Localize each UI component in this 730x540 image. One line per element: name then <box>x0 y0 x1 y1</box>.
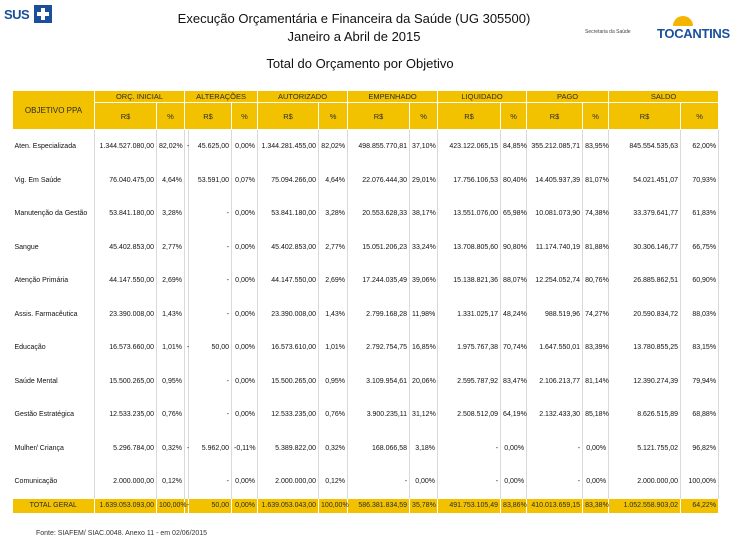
table-cell: 0,00% <box>583 432 609 466</box>
table-cell: 96,82% <box>681 432 719 466</box>
table-cell: 100,00% <box>157 499 185 513</box>
subheader-percent: % <box>583 103 609 130</box>
table-cell: 0,00% <box>232 130 258 164</box>
table-cell: 84,85% <box>501 130 527 164</box>
table-cell: 4,64% <box>319 164 348 198</box>
table-cell: 88,03% <box>681 298 719 332</box>
table-cell: 82,02% <box>319 130 348 164</box>
objective-label: Vig. Em Saúde <box>13 164 95 198</box>
total-row <box>13 499 719 513</box>
subheader-percent: % <box>410 103 438 130</box>
header-pago: PAGO <box>527 91 609 103</box>
table-cell: 15.500.265,00 <box>95 365 157 399</box>
table-cell: 23.390.008,00 <box>258 298 319 332</box>
table-cell: 29,01% <box>410 164 438 198</box>
table-cell: 0,00% <box>232 298 258 332</box>
table-cell: 5.296.784,00 <box>95 432 157 466</box>
table-cell: 1.639.053.043,00 <box>258 499 319 513</box>
table-cell: 0,12% <box>319 465 348 499</box>
subheader-percent: % <box>501 103 527 130</box>
table-cell: 81,88% <box>583 231 609 265</box>
table-cell: 2.000.000,00 <box>95 465 157 499</box>
objective-label: Atenção Primária <box>13 264 95 298</box>
sus-logo-text: SUS <box>4 7 30 22</box>
table-cell: 83,95% <box>583 130 609 164</box>
table-cell: 50,00 <box>189 331 232 365</box>
table-cell: 48,24% <box>501 298 527 332</box>
tocantins-text: TOCANTINS <box>657 26 730 41</box>
table-row <box>13 130 719 164</box>
header-autorizado: AUTORIZADO <box>258 91 348 103</box>
table-cell: 1.639.053.093,00 <box>95 499 157 513</box>
table-cell: 0,95% <box>157 365 185 399</box>
table-cell: - <box>185 130 189 164</box>
table-cell: 76.040.475,00 <box>95 164 157 198</box>
table-cell: 0,00% <box>232 398 258 432</box>
table-cell: 22.076.444,30 <box>348 164 410 198</box>
table-row <box>13 264 719 298</box>
table-cell: 1.975.767,38 <box>438 331 501 365</box>
table-cell: 53.591,00 <box>189 164 232 198</box>
table-cell: 1,01% <box>157 331 185 365</box>
table-cell: 168.066,58 <box>348 432 410 466</box>
table-row <box>13 398 719 432</box>
table-cell: 2,77% <box>319 231 348 265</box>
table-cell: 5.121.755,02 <box>609 432 681 466</box>
table-cell: 80,76% <box>583 264 609 298</box>
table-cell: 498.855.770,81 <box>348 130 410 164</box>
secretaria-text: Secretaria da Saúde <box>585 29 631 35</box>
table-cell: 13.551.076,00 <box>438 197 501 231</box>
table-cell: 1,43% <box>319 298 348 332</box>
table-cell: - <box>438 432 501 466</box>
objective-label: Sangue <box>13 231 95 265</box>
subheader-currency: R$ <box>438 103 501 130</box>
subheader-currency: R$ <box>95 103 157 130</box>
table-cell: 0,00% <box>232 331 258 365</box>
table-cell: 2.595.787,92 <box>438 365 501 399</box>
table-cell: 2,69% <box>157 264 185 298</box>
table-cell: 54.021.451,07 <box>609 164 681 198</box>
table-row <box>13 164 719 198</box>
table-cell: 3,28% <box>319 197 348 231</box>
table-cell: 45.402.853,00 <box>258 231 319 265</box>
table-cell: 30.306.146,77 <box>609 231 681 265</box>
table-cell: 33,24% <box>410 231 438 265</box>
table-cell: - <box>189 264 232 298</box>
table-cell: 2.106.213,77 <box>527 365 583 399</box>
table-cell: 20.553.628,33 <box>348 197 410 231</box>
table-footer <box>13 499 719 513</box>
table-cell: 2.132.433,30 <box>527 398 583 432</box>
table-cell: 37,10% <box>410 130 438 164</box>
table-cell: 0,95% <box>319 365 348 399</box>
table-cell: 2.000.000,00 <box>258 465 319 499</box>
table-cell: 20.590.834,72 <box>609 298 681 332</box>
table-cell: 90,80% <box>501 231 527 265</box>
table-cell: 3.900.235,11 <box>348 398 410 432</box>
table-cell: 0,76% <box>319 398 348 432</box>
table-cell: - <box>185 432 189 466</box>
budget-table-container <box>12 90 718 522</box>
table-cell: - <box>189 465 232 499</box>
objetivo-header: OBJETIVO PPA <box>13 91 95 130</box>
table-cell: 3,18% <box>410 432 438 466</box>
total-label: TOTAL GERAL <box>13 499 95 513</box>
table-cell: 15.138.821,36 <box>438 264 501 298</box>
table-cell: 1.344.281.455,00 <box>258 130 319 164</box>
table-cell: -0,11% <box>232 432 258 466</box>
sun-icon <box>673 16 693 26</box>
table-cell: 11,98% <box>410 298 438 332</box>
table-cell: 12.533.235,00 <box>95 398 157 432</box>
table-cell: 13.780.855,25 <box>609 331 681 365</box>
table-cell: 0,00% <box>410 465 438 499</box>
subheader-currency: R$ <box>527 103 583 130</box>
table-cell: 81,14% <box>583 365 609 399</box>
table-row <box>13 231 719 265</box>
table-cell: 11.174.740,19 <box>527 231 583 265</box>
table-cell: - <box>189 197 232 231</box>
table-cell: 0,00% <box>232 197 258 231</box>
title-line-2: Janeiro a Abril de 2015 <box>287 29 421 44</box>
table-cell: 60,90% <box>681 264 719 298</box>
table-cell: 33.379.641,77 <box>609 197 681 231</box>
table-cell: 88,07% <box>501 264 527 298</box>
table-cell: 26.885.862,51 <box>609 264 681 298</box>
table-cell: 74,27% <box>583 298 609 332</box>
table-cell: 0,00% <box>232 264 258 298</box>
objective-label: Manutenção da Gestão <box>13 197 95 231</box>
table-cell: 83,38% <box>583 499 609 513</box>
table-cell: 1,43% <box>157 298 185 332</box>
table-cell: 23.390.008,00 <box>95 298 157 332</box>
budget-table <box>12 90 719 513</box>
table-cell: 79,94% <box>681 365 719 399</box>
table-cell: 66,75% <box>681 231 719 265</box>
table-cell: 2.508.512,09 <box>438 398 501 432</box>
table-cell: 1.052.558.903,02 <box>609 499 681 513</box>
table-cell: 3.109.954,61 <box>348 365 410 399</box>
table-cell: 68,88% <box>681 398 719 432</box>
table-cell: - <box>527 432 583 466</box>
table-cell: 81,07% <box>583 164 609 198</box>
table-cell: 2,69% <box>319 264 348 298</box>
table-cell: 1.647.550,01 <box>527 331 583 365</box>
table-cell: 83,86% <box>501 499 527 513</box>
table-cell: 80,40% <box>501 164 527 198</box>
table-cell: - <box>189 365 232 399</box>
table-body <box>13 130 719 499</box>
table-cell: 3,28% <box>157 197 185 231</box>
subheader-percent: % <box>319 103 348 130</box>
table-row <box>13 432 719 466</box>
table-cell: 14.405.937,39 <box>527 164 583 198</box>
objective-label: Aten. Especializada <box>13 130 95 164</box>
table-cell: - <box>348 465 410 499</box>
table-cell: 74,38% <box>583 197 609 231</box>
table-cell: 75.094.266,00 <box>258 164 319 198</box>
table-cell: 0,00% <box>232 231 258 265</box>
table-cell: 0,32% <box>319 432 348 466</box>
table-row <box>13 298 719 332</box>
table-cell: 12.254.052,74 <box>527 264 583 298</box>
table-cell: 65,98% <box>501 197 527 231</box>
table-row <box>13 331 719 365</box>
table-cell: 35,78% <box>410 499 438 513</box>
table-cell: 85,18% <box>583 398 609 432</box>
subheader-currency: R$ <box>258 103 319 130</box>
table-cell: 1.344.527.080,00 <box>95 130 157 164</box>
subheader-currency: R$ <box>609 103 681 130</box>
table-cell: 491.753.105,49 <box>438 499 501 513</box>
table-cell: 100,00% <box>681 465 719 499</box>
table-cell: 5.962,00 <box>189 432 232 466</box>
table-cell: 16,85% <box>410 331 438 365</box>
table-cell: 17.244.035,49 <box>348 264 410 298</box>
table-cell: 50,00 <box>189 499 232 513</box>
objective-label: Assis. Farmacêutica <box>13 298 95 332</box>
table-row <box>13 465 719 499</box>
table-cell: 62,00% <box>681 130 719 164</box>
objective-label: Comunicação <box>13 465 95 499</box>
table-cell: 45.402.853,00 <box>95 231 157 265</box>
table-cell: 64,22% <box>681 499 719 513</box>
objective-label: Educação <box>13 331 95 365</box>
table-cell: 845.554.535,63 <box>609 130 681 164</box>
table-cell: 586.381.834,59 <box>348 499 410 513</box>
table-cell: 100,00% <box>319 499 348 513</box>
section-title: Total do Orçamento por Objetivo <box>266 56 454 71</box>
table-cell: 0,76% <box>157 398 185 432</box>
source-note: Fonte: SIAFEM/ SIAC.0048. Anexo 11 - em 02/06/2015 <box>36 530 208 537</box>
table-cell: 2.000.000,00 <box>609 465 681 499</box>
table-cell: 0,00% <box>232 465 258 499</box>
table-cell: 70,93% <box>681 164 719 198</box>
objective-label: Mulher/ Criança <box>13 432 95 466</box>
table-cell: 12.533.235,00 <box>258 398 319 432</box>
table-cell: 13.708.805,60 <box>438 231 501 265</box>
table-cell: 61,83% <box>681 197 719 231</box>
state-logo <box>585 14 730 50</box>
title-line-1: Execução Orçamentária e Financeira da Saúde (UG 305500) <box>177 11 531 26</box>
table-cell: 0,32% <box>157 432 185 466</box>
table-cell: 15.500.265,00 <box>258 365 319 399</box>
table-cell: 15.051.206,23 <box>348 231 410 265</box>
table-cell: 2.799.168,28 <box>348 298 410 332</box>
table-row <box>13 365 719 399</box>
header-alteracoes: ALTERAÇÕES <box>185 91 258 103</box>
subheader-percent: % <box>232 103 258 130</box>
table-cell: - <box>189 298 232 332</box>
table-cell: 0,12% <box>157 465 185 499</box>
objective-label: Gestão Estratégica <box>13 398 95 432</box>
table-cell: 0,00% <box>501 465 527 499</box>
table-cell: - <box>185 499 189 513</box>
table-cell: - <box>189 398 232 432</box>
table-cell: 0,00% <box>501 432 527 466</box>
table-cell: 53.841.180,00 <box>258 197 319 231</box>
table-cell: 20,06% <box>410 365 438 399</box>
table-cell: 0,00% <box>583 465 609 499</box>
header-empenhado: EMPENHADO <box>348 91 438 103</box>
table-cell: - <box>527 465 583 499</box>
header-saldo: SALDO <box>609 91 719 103</box>
table-cell: - <box>438 465 501 499</box>
table-cell: 83,39% <box>583 331 609 365</box>
table-cell: 0,07% <box>232 164 258 198</box>
objective-label: Saúde Mental <box>13 365 95 399</box>
table-cell: 38,17% <box>410 197 438 231</box>
table-cell: 8.626.515,89 <box>609 398 681 432</box>
table-cell: 17.756.106,53 <box>438 164 501 198</box>
subheader-currency: R$ <box>348 103 410 130</box>
table-cell: - <box>185 331 189 365</box>
table-row <box>13 197 719 231</box>
table-cell: 10.081.073,90 <box>527 197 583 231</box>
table-cell: 64,19% <box>501 398 527 432</box>
table-cell: 4,64% <box>157 164 185 198</box>
table-cell: 44.147.550,00 <box>95 264 157 298</box>
table-cell: 70,74% <box>501 331 527 365</box>
table-cell: 83,15% <box>681 331 719 365</box>
table-cell: 2,77% <box>157 231 185 265</box>
table-cell: 988.519,96 <box>527 298 583 332</box>
header-orc-inicial: ORÇ. INICIAL <box>95 91 185 103</box>
subheader-currency: R$ <box>185 103 232 130</box>
table-cell: - <box>189 231 232 265</box>
table-cell: 45.625,00 <box>189 130 232 164</box>
table-cell: 83,47% <box>501 365 527 399</box>
subheader-percent: % <box>681 103 719 130</box>
table-cell: 423.122.065,15 <box>438 130 501 164</box>
table-cell: 0,00% <box>232 499 258 513</box>
table-cell: 12.390.274,39 <box>609 365 681 399</box>
table-cell: 44.147.550,00 <box>258 264 319 298</box>
header-liquidado: LIQUIDADO <box>438 91 527 103</box>
table-cell: 1,01% <box>319 331 348 365</box>
table-cell: 16.573.660,00 <box>95 331 157 365</box>
table-cell: 53.841.180,00 <box>95 197 157 231</box>
table-cell: 16.573.610,00 <box>258 331 319 365</box>
table-cell: 355.212.085,71 <box>527 130 583 164</box>
table-cell: 0,00% <box>232 365 258 399</box>
table-cell: 82,02% <box>157 130 185 164</box>
table-cell: 31,12% <box>410 398 438 432</box>
table-cell: 410.013.659,15 <box>527 499 583 513</box>
table-cell: 2.792.754,75 <box>348 331 410 365</box>
table-cell: 1.331.025,17 <box>438 298 501 332</box>
table-cell: 5.389.822,00 <box>258 432 319 466</box>
subheader-percent: % <box>157 103 185 130</box>
table-cell: 39,06% <box>410 264 438 298</box>
